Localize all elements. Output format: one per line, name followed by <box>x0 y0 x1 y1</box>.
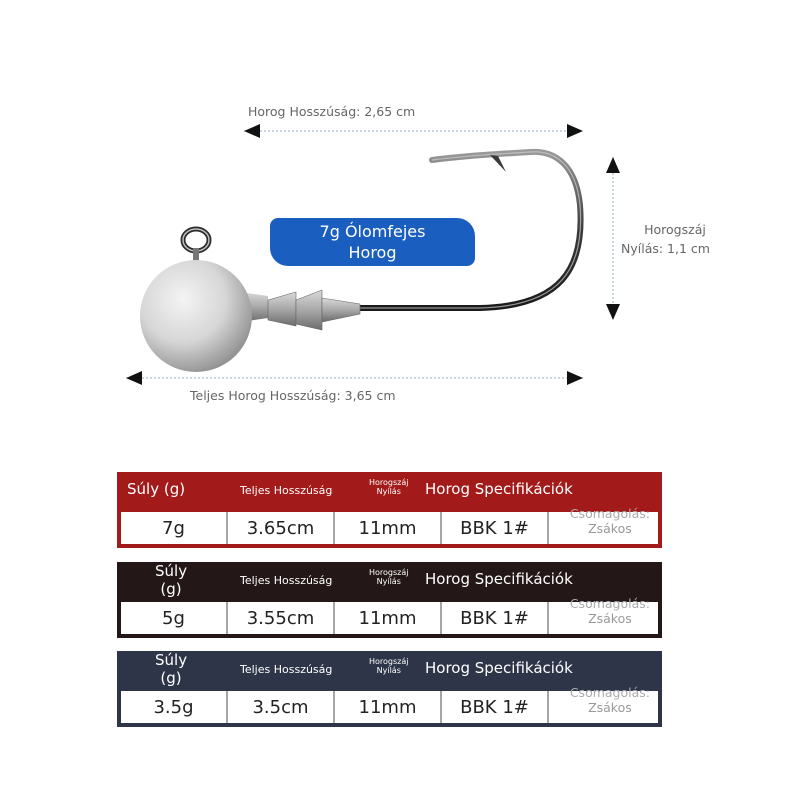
product-badge <box>270 218 475 266</box>
header-weight <box>155 651 187 687</box>
cell-weight: 5g <box>121 602 228 634</box>
packaging-value: Zsákos <box>588 700 632 715</box>
header-length: Teljes Hosszúság <box>240 574 333 587</box>
eyelet <box>183 229 209 262</box>
cell-spec: BBK 1# <box>442 602 549 634</box>
packaging-label: Csomagolás: <box>569 596 650 611</box>
table-header <box>117 651 662 687</box>
header-gap-line1: Horogszáj <box>369 478 409 487</box>
hook-length-label: Horog Hosszúság: 2,65 cm <box>248 104 416 119</box>
gap-label <box>621 220 710 258</box>
badge-line2: Horog <box>348 243 397 262</box>
cell-gap: 11mm <box>335 691 442 723</box>
packaging-label: Csomagolás: <box>569 506 650 521</box>
hook-barb <box>490 155 506 172</box>
total-length-label: Teljes Horog Hosszúság: 3,65 cm <box>190 388 396 403</box>
header-gap-line2: Nyílás <box>376 577 401 586</box>
packaging-label: Csomagolás: <box>569 685 650 700</box>
packaging-value: Zsákos <box>588 611 632 626</box>
packaging-note <box>570 596 650 626</box>
header-gap <box>369 657 409 675</box>
cell-length: 3.65cm <box>228 512 335 544</box>
hook-length-dimension <box>244 124 583 138</box>
cell-gap: 11mm <box>335 512 442 544</box>
total-length-dimension <box>126 371 583 385</box>
header-length: Teljes Hosszúság <box>240 484 333 497</box>
packaging-value: Zsákos <box>588 521 632 536</box>
cell-gap: 11mm <box>335 602 442 634</box>
header-length: Teljes Hosszúság <box>240 663 333 676</box>
cell-spec: BBK 1# <box>442 512 549 544</box>
header-weight: Súly (g) <box>127 480 186 498</box>
header-weight-line1: Súly <box>155 651 188 669</box>
packaging-note <box>570 685 650 715</box>
collar <box>240 290 360 330</box>
spec-table-7g <box>117 472 662 548</box>
header-gap-line1: Horogszáj <box>369 568 409 577</box>
gap-dimension <box>606 157 620 320</box>
header-weight-line2: (g) <box>160 669 182 687</box>
cell-weight: 3.5g <box>121 691 228 723</box>
header-spec: Horog Specifikációk <box>425 480 573 498</box>
cell-length: 3.55cm <box>228 602 335 634</box>
cell-spec: BBK 1# <box>442 691 549 723</box>
spec-table-5g <box>117 562 662 638</box>
header-spec: Horog Specifikációk <box>425 570 573 588</box>
header-gap <box>369 478 409 496</box>
header-weight-line1: Súly <box>155 562 188 580</box>
header-gap <box>369 568 409 586</box>
header-gap-line2: Nyílás <box>376 666 401 675</box>
table-header <box>117 562 662 598</box>
cell-weight: 7g <box>121 512 228 544</box>
badge-line1: 7g Ólomfejes <box>319 222 426 241</box>
packaging-note <box>570 506 650 536</box>
cell-length: 3.5cm <box>228 691 335 723</box>
header-spec: Horog Specifikációk <box>425 659 573 677</box>
header-gap-line1: Horogszáj <box>369 657 409 666</box>
lead-head-ball <box>140 260 252 372</box>
gap-label-line2: Nyílás: 1,1 cm <box>621 241 710 256</box>
gap-label-line1: Horogszáj <box>644 222 706 237</box>
header-gap-line2: Nyílás <box>376 487 401 496</box>
header-weight-line2: (g) <box>160 580 182 598</box>
header-weight <box>155 562 187 598</box>
spec-table-3-5g <box>117 651 662 727</box>
table-header <box>117 472 662 508</box>
